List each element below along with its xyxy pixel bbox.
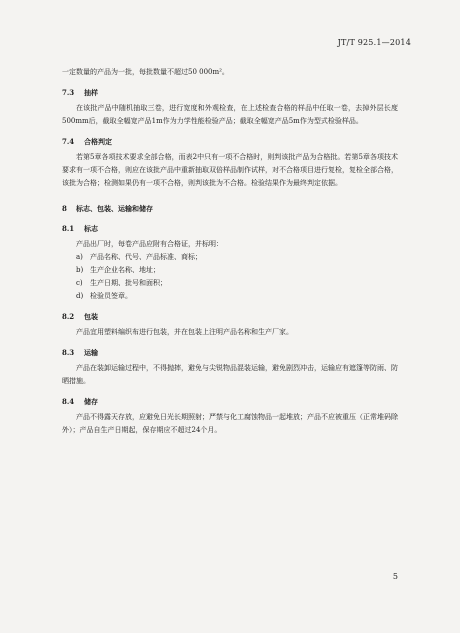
list-item — [62, 290, 398, 303]
list-item-text: 产品名称、代号、产品标准、商标； — [90, 253, 202, 261]
list-item-text: 生产日期、批号和面积； — [90, 279, 167, 287]
section-8-1-heading — [62, 222, 398, 235]
section-title: 抽样 — [84, 88, 98, 97]
section-8-3-heading — [62, 346, 398, 359]
list-item-text: 检验员签章。 — [90, 292, 132, 300]
section-number: 7.3 — [62, 88, 75, 97]
section-8-2-heading — [62, 310, 398, 323]
section-title: 储存 — [84, 397, 98, 406]
page-number: 5 — [392, 572, 398, 581]
document-body — [62, 66, 398, 437]
intro-paragraph: 一定数量的产品为一批，每批数量不超过50 000m²。 — [62, 68, 229, 76]
section-number: 8.1 — [62, 224, 75, 233]
list-marker: c) — [76, 279, 83, 287]
list-item-text: 生产企业名称、地址； — [90, 266, 160, 274]
list-marker: d) — [76, 292, 84, 300]
section-number: 8.3 — [62, 348, 75, 357]
section-title: 运输 — [84, 348, 98, 357]
section-8-4-text: 产品不得露天存放，应避免日光长期照射；严禁与化工腐蚀物品一起堆放；产品不应被重压（正常堆码除外）；产品自生产日期起，保存期应不超过24个月。 — [62, 413, 398, 434]
section-title: 合格判定 — [84, 137, 112, 146]
section-number: 8.2 — [62, 312, 75, 321]
section-7-4-heading — [62, 135, 398, 148]
section-title: 包装 — [84, 312, 98, 321]
chapter-title: 标志、包装、运输和储存 — [76, 204, 153, 213]
section-8-2-text: 产品宜用塑料编织布进行包装，并在包装上注明产品名称和生产厂家。 — [76, 328, 293, 336]
section-8-4-heading — [62, 395, 398, 408]
chapter-number: 8 — [62, 204, 67, 213]
list-item — [62, 251, 398, 264]
chapter-8-heading — [62, 202, 398, 215]
list-item — [62, 277, 398, 290]
section-number: 8.4 — [62, 397, 75, 406]
marking-list — [62, 251, 398, 303]
list-marker: a) — [76, 253, 83, 261]
standard-code: JT/T 925.1—2014 — [337, 38, 411, 47]
section-7-3-text: 在该批产品中随机抽取三卷，进行宽度和外观检查，在上述检查合格的样品中任取一卷，去掉外层长度500mm后，截取全幅宽产品1m作为力学性能检验产品；截取全幅宽产品5m作为型式检验样品。 — [62, 104, 398, 125]
section-7-3-heading — [62, 86, 398, 99]
section-8-3-text: 产品在装卸运输过程中，不得抛摔，避免与尖锐物品混装运输，避免剧烈冲击，运输应有遮篷等防雨、防晒措施。 — [62, 364, 398, 385]
section-7-4-text: 若第5章各项技术要求全部合格，而表2中只有一项不合格时，则判该批产品为合格批。若第5章各项技术要求有一项不合格，则应在该批产品中重新抽取双倍样品制作试样，对不合格项目进行复检，复检全部合格，该批为合格；检测如果仍有一项不合格，则判该批为不合格。检验结果作为最终判定依据。 — [62, 153, 398, 187]
list-item — [62, 264, 398, 277]
section-number: 7.4 — [62, 137, 75, 146]
section-8-1-text: 产品出厂时，每卷产品应附有合格证，并标明： — [76, 240, 223, 248]
list-marker: b) — [76, 266, 84, 274]
section-title: 标志 — [84, 224, 98, 233]
